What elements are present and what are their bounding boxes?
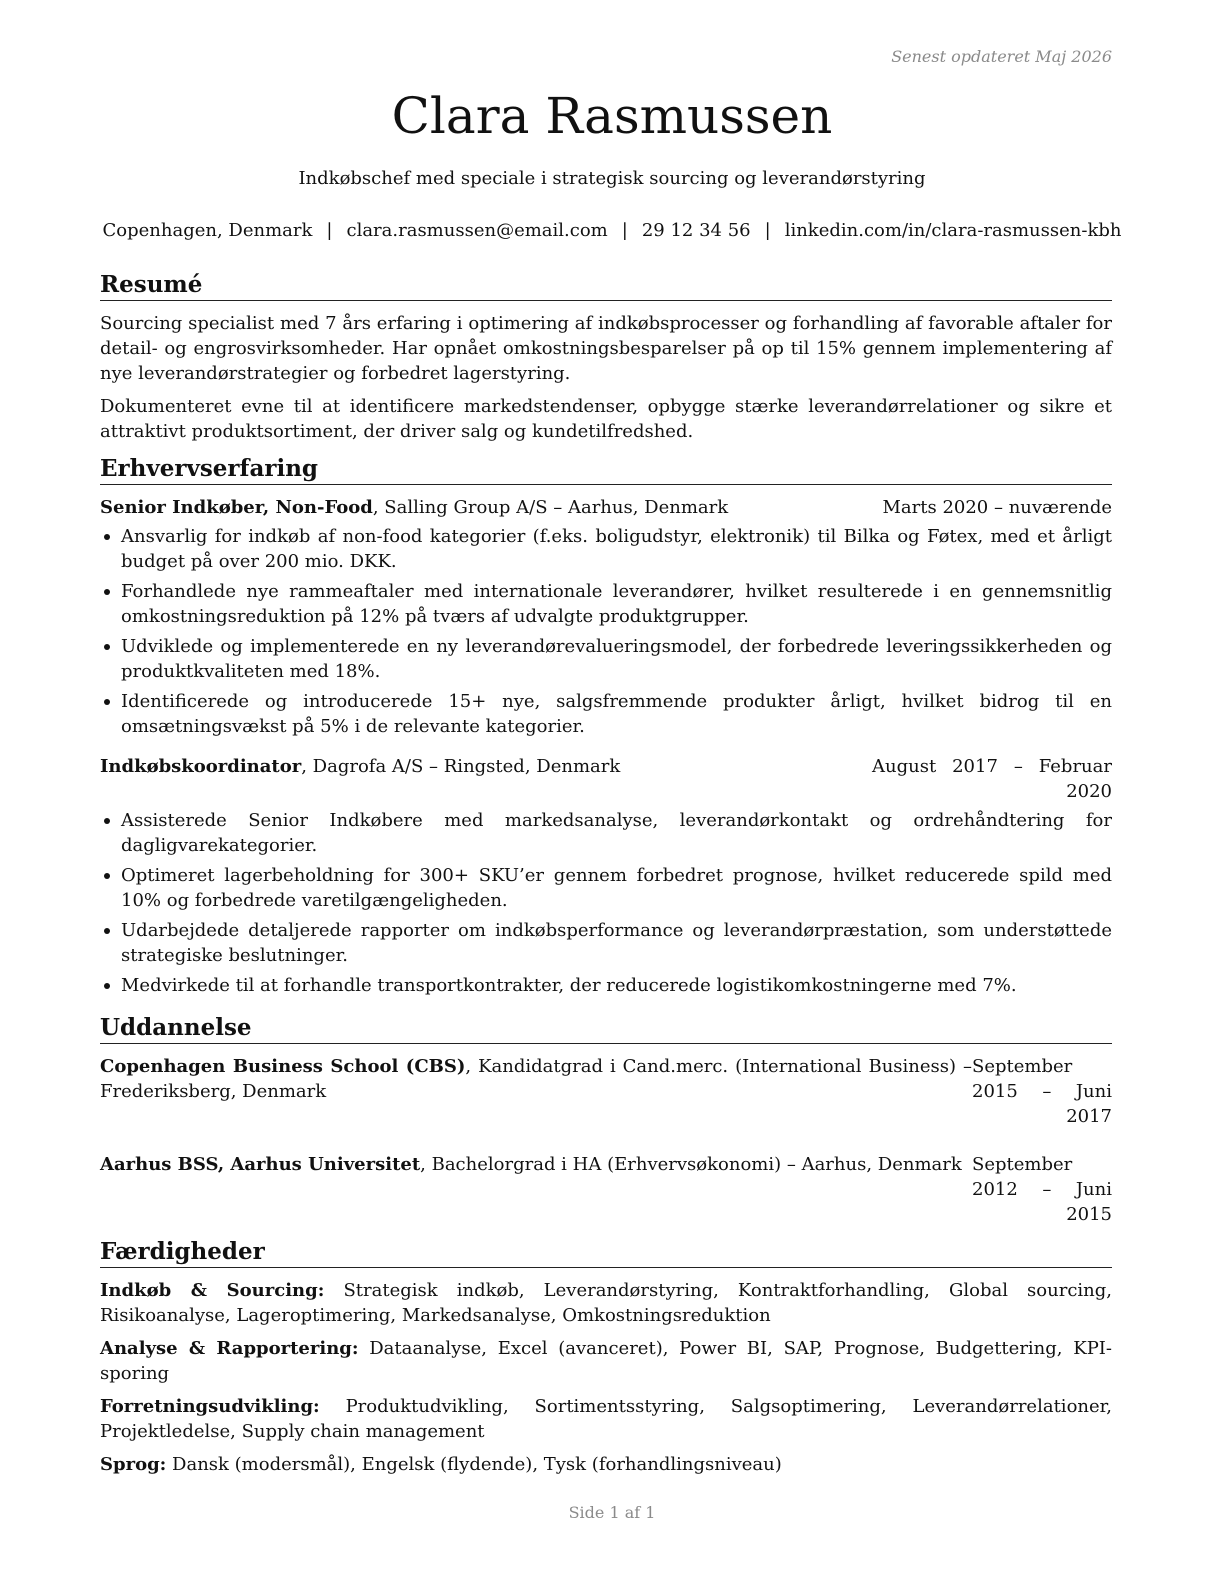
skill-label: Indkøb & Sourcing: <box>100 1280 325 1301</box>
summary-paragraph: Sourcing specialist med 7 års erfaring i optimering af indkøbsprocesser og forhandling af favorable aftaler for detail- og engrosvirksomheder. Har opnået omkostningsbesparelser på op til 15% gennem implementering af nye leverandørstrategier og forbedret lagerstyring. <box>100 313 1112 384</box>
bullet-item: Optimeret lagerbeholdning for 300+ SKU’er gennem forbedret prognose, hvilket reducerede spild med 10% og forbedrede varetilgængeligheden. <box>100 863 1112 913</box>
education-date: September 2015 – Juni 2017 <box>972 1056 1112 1127</box>
job-date: Marts 2020 – nuværende <box>882 497 1112 518</box>
bullet-item: Ansvarlig for indkøb af non-food kategorier (f.eks. boligudstyr, elektronik) til Bilka og Føtex, med et årligt budget på over 200 mio. DKK. <box>100 524 1112 574</box>
skill-text: Dataanalyse, Excel (avanceret), Power BI, SAP, Prognose, Budgettering, KPI-sporing <box>100 1338 1113 1384</box>
candidate-tagline: Indkøbschef med speciale i strategisk sourcing og leverandørstyring <box>298 168 926 189</box>
skill-text: Dansk (modersmål), Engelsk (flydende), Tysk (forhandlingsniveau) <box>166 1454 782 1475</box>
job-company: , Dagrofa A/S – Ringsted, Denmark <box>301 756 621 777</box>
contact-linkedin[interactable]: linkedin.com/in/clara-rasmussen-kbh <box>784 220 1122 241</box>
summary-paragraph: Dokumenteret evne til at identificere markedstendenser, opbygge stærke leverandørrelationer og sikre et attraktivt produktsortiment, der driver salg og kundetilfredshed. <box>100 396 1112 442</box>
skill-label: Forretningsudvikling: <box>100 1396 320 1417</box>
bullet-item: Medvirkede til at forhandle transportkontrakter, der reducerede logistikomkostningerne med 7%. <box>100 973 1112 998</box>
job-company: , Salling Group A/S – Aarhus, Denmark <box>372 497 729 518</box>
education-entry <box>100 1054 1112 1129</box>
bullet-item: Forhandlede nye rammeaftaler med internationale leverandører, hvilket resulterede i en gennemsnitlig omkostningsreduktion på 12% på tværs af udvalgte produktgrupper. <box>100 579 1112 629</box>
education-date: September 2012 – Juni 2015 <box>972 1154 1112 1225</box>
bullet-item: Udviklede og implementerede en ny leverandørevalueringsmodel, der forbedrede leveringssikkerheden og produktkvaliteten med 18%. <box>100 634 1112 684</box>
skill-text: Produktudvikling, Sortimentsstyring, Salgsoptimering, Leverandørrelationer, Projektledelse, Supply chain management <box>100 1396 1112 1442</box>
section-title-experience: Erhvervserfaring <box>100 454 1112 485</box>
contact-location: Copenhagen, Denmark <box>102 220 313 241</box>
summary-section <box>100 270 1112 444</box>
job-entry <box>100 754 1112 998</box>
education-school: Aarhus BSS, Aarhus Universitet <box>100 1154 421 1175</box>
contact-email[interactable]: clara.rasmussen@email.com <box>346 220 608 241</box>
education-section <box>100 1013 1112 1227</box>
education-detail: , Kandidatgrad i Cand.merc. (International Business) – Frederiksberg, Denmark <box>100 1056 972 1102</box>
job-bullets <box>100 808 1112 998</box>
job-bullets <box>100 524 1112 739</box>
bullet-item: Assisterede Senior Indkøbere med markedsanalyse, leverandørkontakt og ordrehåndtering for dagligvarekategorier. <box>100 808 1112 858</box>
skill-line <box>100 1452 1112 1477</box>
job-role: Indkøbskoordinator <box>100 756 302 777</box>
section-title-summary: Resumé <box>100 270 1112 301</box>
resume-content <box>100 270 1112 1487</box>
skill-line <box>100 1394 1112 1444</box>
job-entry <box>100 495 1112 739</box>
job-date: August 2017 – Februar 2020 <box>872 756 1112 802</box>
page-number: Side 1 af 1 <box>568 1503 656 1522</box>
skill-label: Analyse & Rapportering: <box>100 1338 359 1359</box>
experience-section <box>100 454 1112 998</box>
job-header <box>100 495 1112 520</box>
candidate-name: Clara Rasmussen <box>391 87 833 145</box>
last-updated-note: Senest opdateret Maj 2026 <box>891 47 1112 66</box>
skill-text: Strategisk indkøb, Leverandørstyring, Kontraktforhandling, Global sourcing, Risikoanalyse, Lageroptimering, Markedsanalyse, Omkostningsreduktion <box>100 1280 1112 1326</box>
education-school: Copenhagen Business School (CBS) <box>100 1056 466 1077</box>
contact-line <box>0 218 1224 243</box>
contact-separator: | <box>326 220 333 241</box>
bullet-item: Udarbejdede detaljerede rapporter om indkøbsperformance og leverandørpræstation, som understøttede strategiske beslutninger. <box>100 918 1112 968</box>
skills-section <box>100 1237 1112 1477</box>
skill-label: Sprog: <box>100 1454 167 1475</box>
section-title-skills: Færdigheder <box>100 1237 1112 1268</box>
section-title-education: Uddannelse <box>100 1013 1112 1044</box>
skill-line <box>100 1336 1112 1386</box>
education-detail: , Bachelorgrad i HA (Erhvervsøkonomi) – Aarhus, Denmark <box>420 1154 962 1175</box>
job-role: Senior Indkøber, Non-Food <box>100 497 373 518</box>
bullet-item: Identificerede og introducerede 15+ nye, salgsfremmende produkter årligt, hvilket bidrog til en omsætningsvækst på 5% i de relevante kategorier. <box>100 689 1112 739</box>
job-header <box>100 754 1112 804</box>
contact-separator: | <box>764 220 771 241</box>
education-entry <box>100 1152 1112 1227</box>
skill-line <box>100 1278 1112 1328</box>
contact-phone: 29 12 34 56 <box>641 220 751 241</box>
contact-separator: | <box>621 220 628 241</box>
